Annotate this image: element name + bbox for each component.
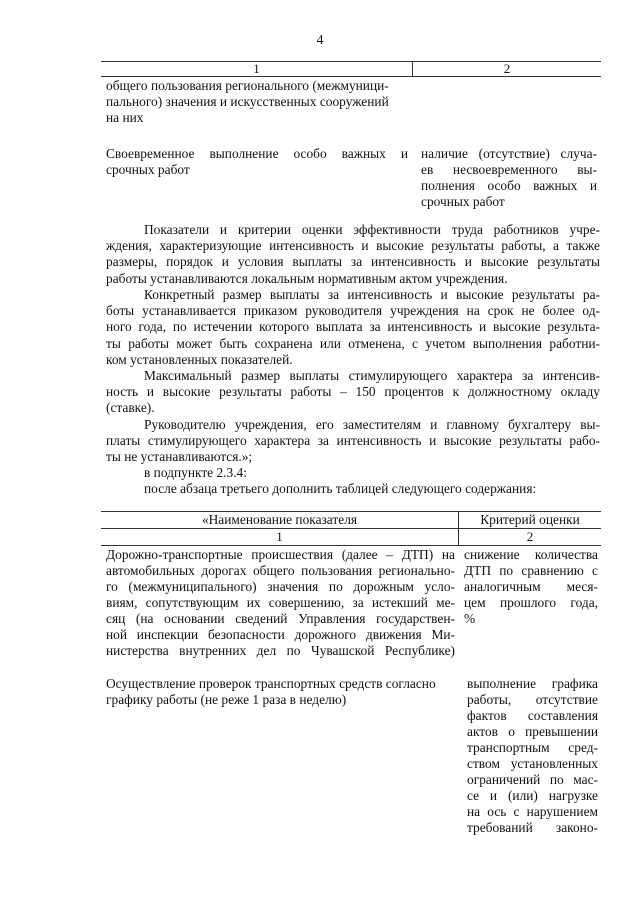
paragraph-3	[106, 368, 600, 417]
text-line: фактов составления	[467, 708, 598, 723]
header-indicator-name: «Наименование показателя	[201, 512, 358, 527]
text-line: Осуществление проверок транспортных средств согласно	[106, 676, 436, 691]
text-line: ность и высокие результаты работы – 150 процентов к должностному окладу	[106, 384, 600, 400]
table-row-1-left	[106, 78, 406, 126]
text-line: го (межмуниципального) значения по дорожным усло-	[106, 579, 455, 594]
text-line: работы, отсутствие	[467, 692, 598, 707]
text-line: нистерства внутренних дел по Чувашской Республике)	[106, 643, 455, 658]
text-line: ты не устанавливаются.»;	[106, 449, 253, 465]
text-line: платы стимулирующего характера за интенсивность и высокие результаты рабо-	[106, 433, 600, 449]
text-line: ограничений по мас-	[467, 772, 598, 787]
text-line: %	[464, 611, 476, 626]
column-number-1: 1	[276, 529, 283, 544]
text-line: ев несвоевременного вы-	[421, 162, 597, 177]
text-line: общего пользования регионального (межмуници-	[106, 78, 389, 93]
text-line: наличие (отсутствие) случа-	[421, 146, 597, 161]
text-line: срочных работ	[421, 194, 505, 209]
text-line: на них	[106, 110, 144, 125]
text-line: аналогичным меся-	[464, 579, 598, 594]
text-line: снижение количества	[464, 547, 598, 562]
column-number-1: 1	[253, 61, 260, 76]
column-number-2: 2	[526, 529, 534, 544]
text-line: боты устанавливается приказом руководителя учреждения на срок не более од-	[106, 303, 600, 319]
text-line: Показатели и критерии оценки эффективности труда работников учре-	[144, 222, 600, 237]
paragraph-2	[106, 287, 600, 368]
table-rule-numbers	[101, 545, 601, 546]
text-line: актов о превышении	[467, 724, 598, 739]
text-line: ДТП по сравнению с	[464, 563, 598, 578]
header-criterion: Критерий оценки	[480, 512, 580, 527]
column-number-2: 2	[503, 61, 511, 76]
table-rule-header	[101, 76, 601, 77]
text-line: сяц (на основании сведений Управления государствен-	[106, 611, 455, 626]
text-line: требований законо-	[467, 820, 598, 835]
text-line: ждения, характеризующие интенсивность и высокие результаты работы, а также	[106, 238, 600, 254]
paragraph-4	[106, 417, 600, 466]
text-line: полнения особо важных и	[421, 178, 597, 193]
text-line: выполнение графика	[467, 676, 598, 691]
page-number: 4	[316, 33, 324, 48]
text-line: размеры, порядок и условия выплаты за интенсивность и высокие результаты	[106, 254, 600, 270]
text-line: Своевременное выполнение особо важных и	[106, 146, 408, 161]
table-row-2-left	[106, 146, 408, 178]
text-line: се и (или) нагрузке	[467, 788, 598, 803]
table-row-2-right	[421, 146, 597, 210]
table-row-1-right	[464, 547, 598, 627]
text-line: ного года, по истечении которого выплата за интенсивность и высокие результа-	[106, 319, 600, 335]
text-line: ной инспекции безопасности дорожного движения Ми-	[106, 627, 455, 642]
text-line: работы устанавливаются локальным нормативным актом учреждения.	[106, 270, 508, 286]
text-line: ством установленных	[467, 756, 598, 771]
text-line: транспортным сред-	[467, 740, 598, 755]
text-line: ты работы может быть сохранена или отменена, с учетом выполнения работни-	[106, 335, 600, 351]
text-line: ком установленных показателей.	[106, 351, 293, 367]
text-line: цем прошлого года,	[464, 595, 598, 610]
text-line: автомобильных дорогах общего пользования регионально-	[106, 563, 455, 578]
subpoint-line: в подпункте 2.3.4:	[144, 465, 247, 480]
table-row-2-right	[467, 676, 598, 836]
text-line: пального) значения и искусственных сооружений	[106, 94, 389, 109]
instruction-line: после абзаца третьего дополнить таблицей следующего содержания:	[144, 481, 537, 496]
table-row-1-left	[106, 547, 455, 659]
paragraph-1	[106, 222, 600, 287]
text-line: срочных работ	[106, 162, 190, 177]
text-line: Дорожно-транспортные происшествия (далее – ДТП) на	[106, 547, 455, 562]
text-line: Максимальный размер выплаты стимулирующего характера за интенсив-	[144, 368, 600, 383]
text-line: виям, сопутствующим их совершению, за истекший ме-	[106, 595, 455, 610]
text-line: Конкретный размер выплаты за интенсивность и высокие результаты ра-	[144, 287, 600, 302]
text-line: (ставке).	[106, 400, 155, 416]
text-line: графику работы (не реже 1 раза в неделю)	[106, 692, 347, 707]
text-line: на ось с нарушением	[467, 804, 598, 819]
table-rule-header	[101, 528, 601, 529]
text-line: Руководителю учреждения, его заместителям и главному бухгалтеру вы-	[144, 417, 600, 432]
table-row-2-left	[106, 676, 455, 708]
